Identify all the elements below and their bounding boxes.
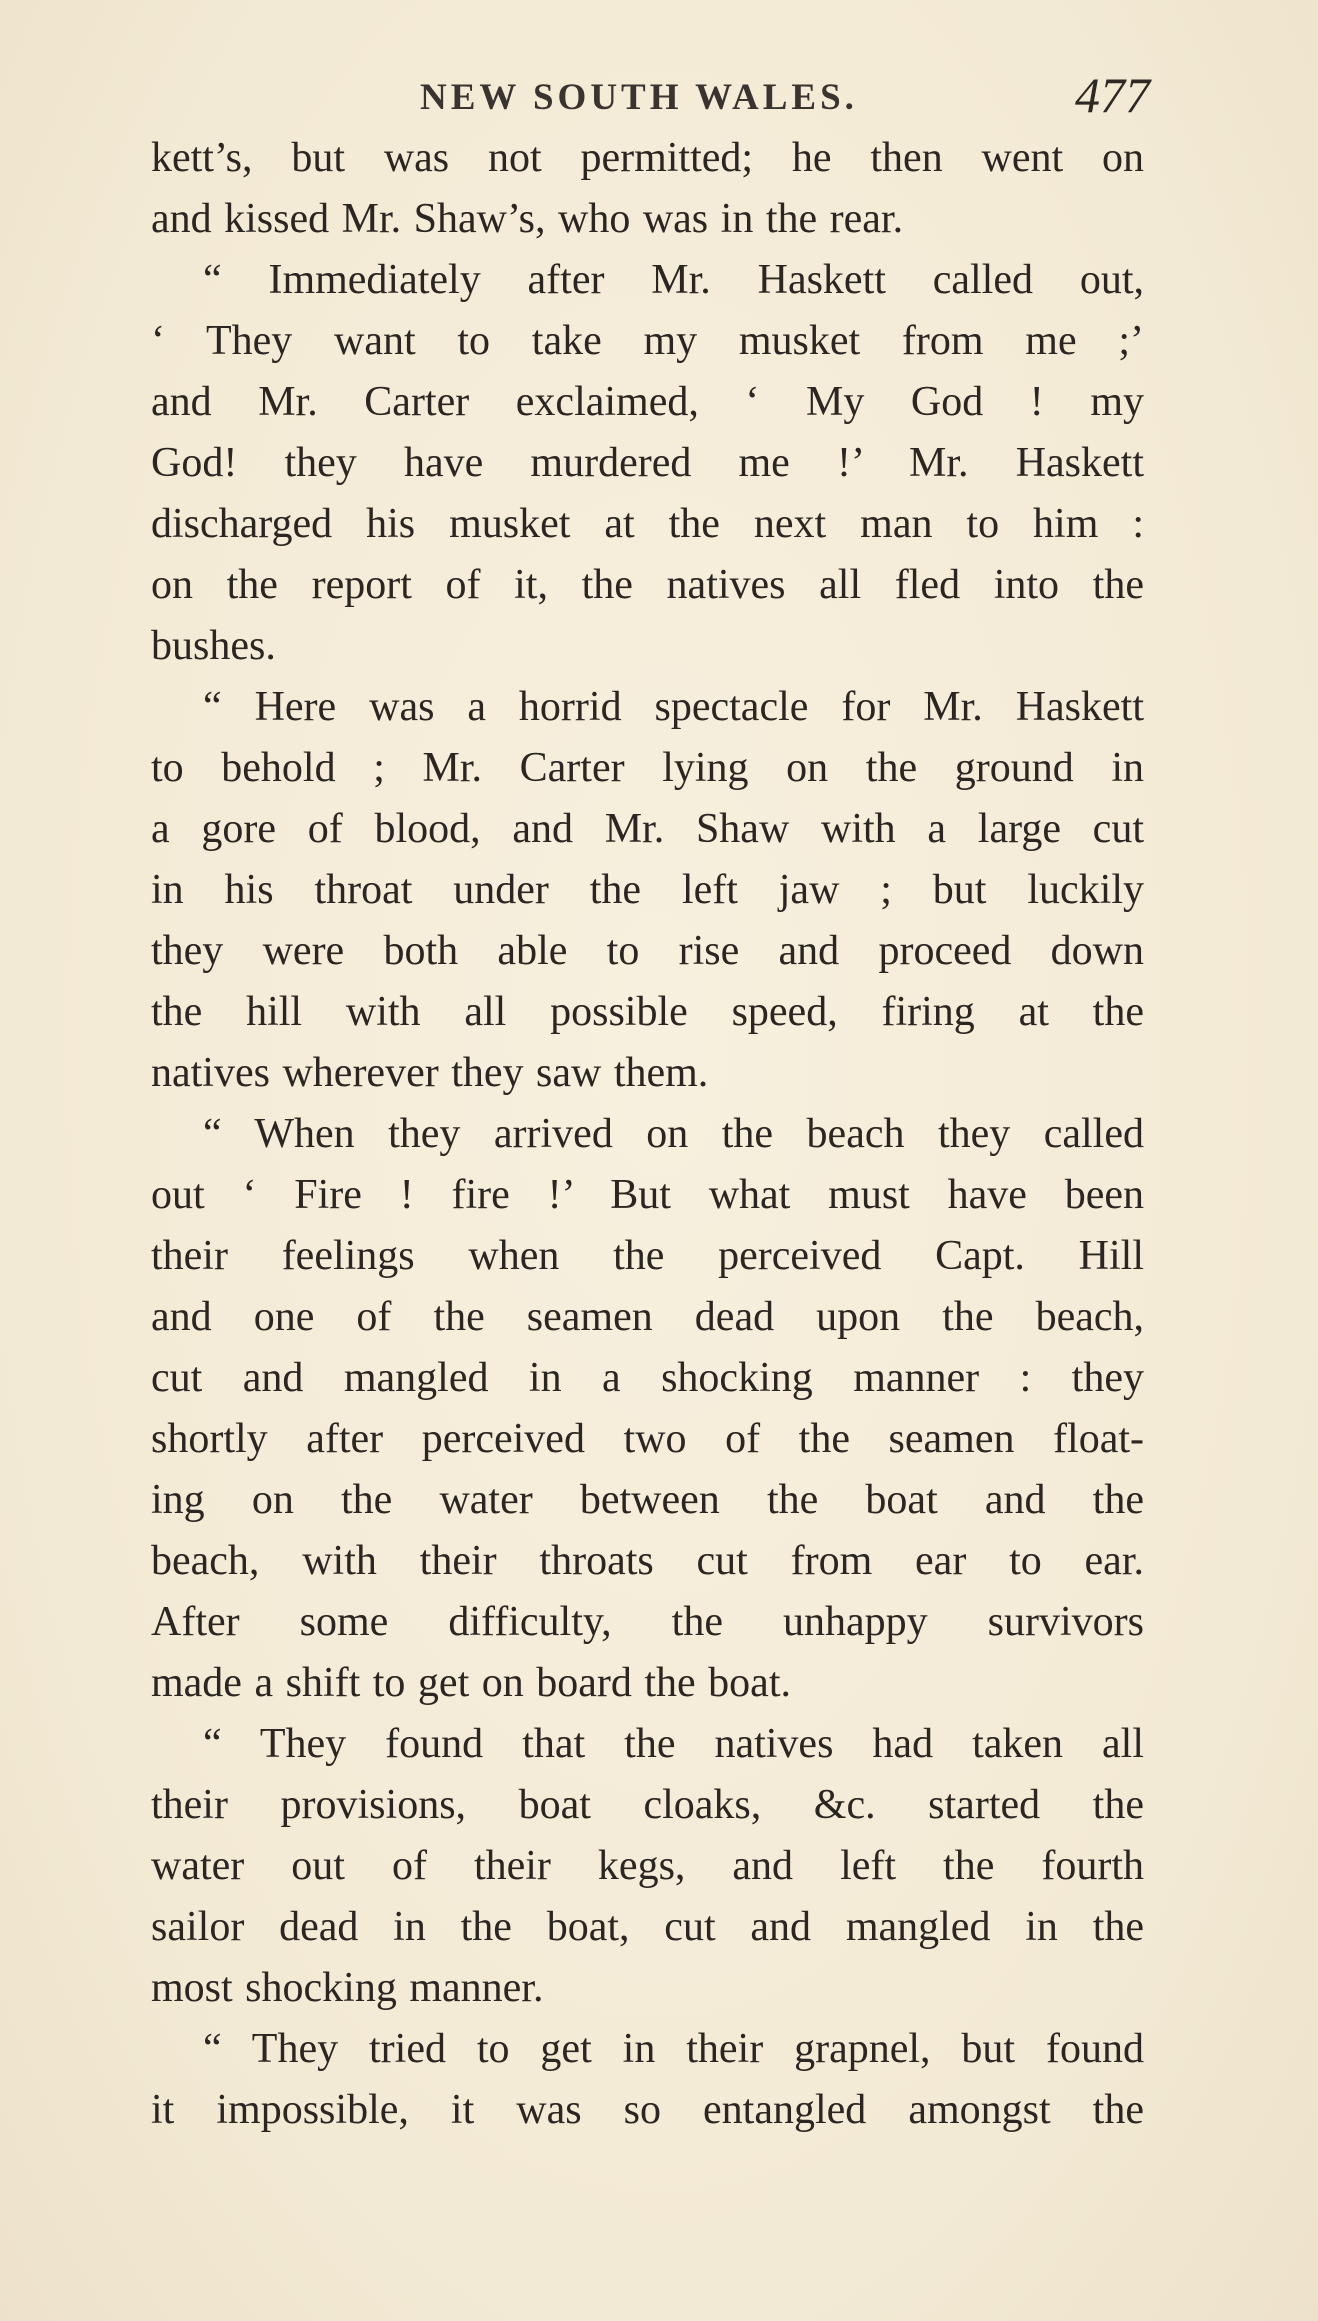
- text-line: cut and mangled in a shocking manner : they: [151, 1355, 1144, 1401]
- text-line: out ‘ Fire ! fire !’ But what must have been: [151, 1172, 1144, 1218]
- text-line: shortly after perceived two of the seamen float-: [151, 1416, 1144, 1462]
- text-line: a gore of blood, and Mr. Shaw with a large cut: [151, 806, 1144, 852]
- text-line: After some difficulty, the unhappy survivors: [151, 1599, 1144, 1645]
- text-line: most shocking manner.: [151, 1965, 544, 2011]
- page-number: 477: [1075, 67, 1150, 123]
- text-line: “ Immediately after Mr. Haskett called out,: [203, 257, 1144, 303]
- text-line: “ They tried to get in their grapnel, but found: [203, 2026, 1144, 2072]
- text-line: water out of their kegs, and left the fourth: [151, 1843, 1144, 1889]
- running-title: NEW SOUTH WALES.: [420, 77, 858, 118]
- text-line: beach, with their throats cut from ear to ear.: [151, 1538, 1144, 1584]
- text-line: “ Here was a horrid spectacle for Mr. Haskett: [203, 684, 1144, 730]
- text-line: their feelings when the perceived Capt. Hill: [151, 1233, 1144, 1279]
- text-line: to behold ; Mr. Carter lying on the ground in: [151, 745, 1144, 791]
- text-line: in his throat under the left jaw ; but luckily: [151, 867, 1144, 913]
- running-head: [150, 66, 1150, 136]
- text-line: natives wherever they saw them.: [151, 1050, 709, 1096]
- text-body: [151, 128, 1144, 2141]
- text-line: God! they have murdered me !’ Mr. Haskett: [151, 440, 1144, 486]
- text-line: and kissed Mr. Shaw’s, who was in the rear.: [151, 196, 904, 242]
- text-line: bushes.: [151, 623, 276, 669]
- text-line: on the report of it, the natives all fled into the: [151, 562, 1144, 608]
- text-line: it impossible, it was so entangled amongst the: [151, 2087, 1144, 2133]
- text-line: sailor dead in the boat, cut and mangled in the: [151, 1904, 1144, 1950]
- text-line: and Mr. Carter exclaimed, ‘ My God ! my: [151, 379, 1144, 425]
- text-line: “ They found that the natives had taken all: [203, 1721, 1144, 1767]
- text-line: and one of the seamen dead upon the beach,: [151, 1294, 1144, 1340]
- text-line: the hill with all possible speed, firing at the: [151, 989, 1144, 1035]
- text-line: ‘ They want to take my musket from me ;’: [151, 318, 1144, 364]
- text-line: they were both able to rise and proceed down: [151, 928, 1144, 974]
- text-line: kett’s, but was not permitted; he then went on: [151, 135, 1144, 181]
- text-line: their provisions, boat cloaks, &c. started the: [151, 1782, 1144, 1828]
- text-line: made a shift to get on board the boat.: [151, 1660, 791, 1706]
- text-line: ing on the water between the boat and the: [151, 1477, 1144, 1523]
- text-line: discharged his musket at the next man to him :: [151, 501, 1144, 547]
- text-line: “ When they arrived on the beach they called: [203, 1111, 1144, 1157]
